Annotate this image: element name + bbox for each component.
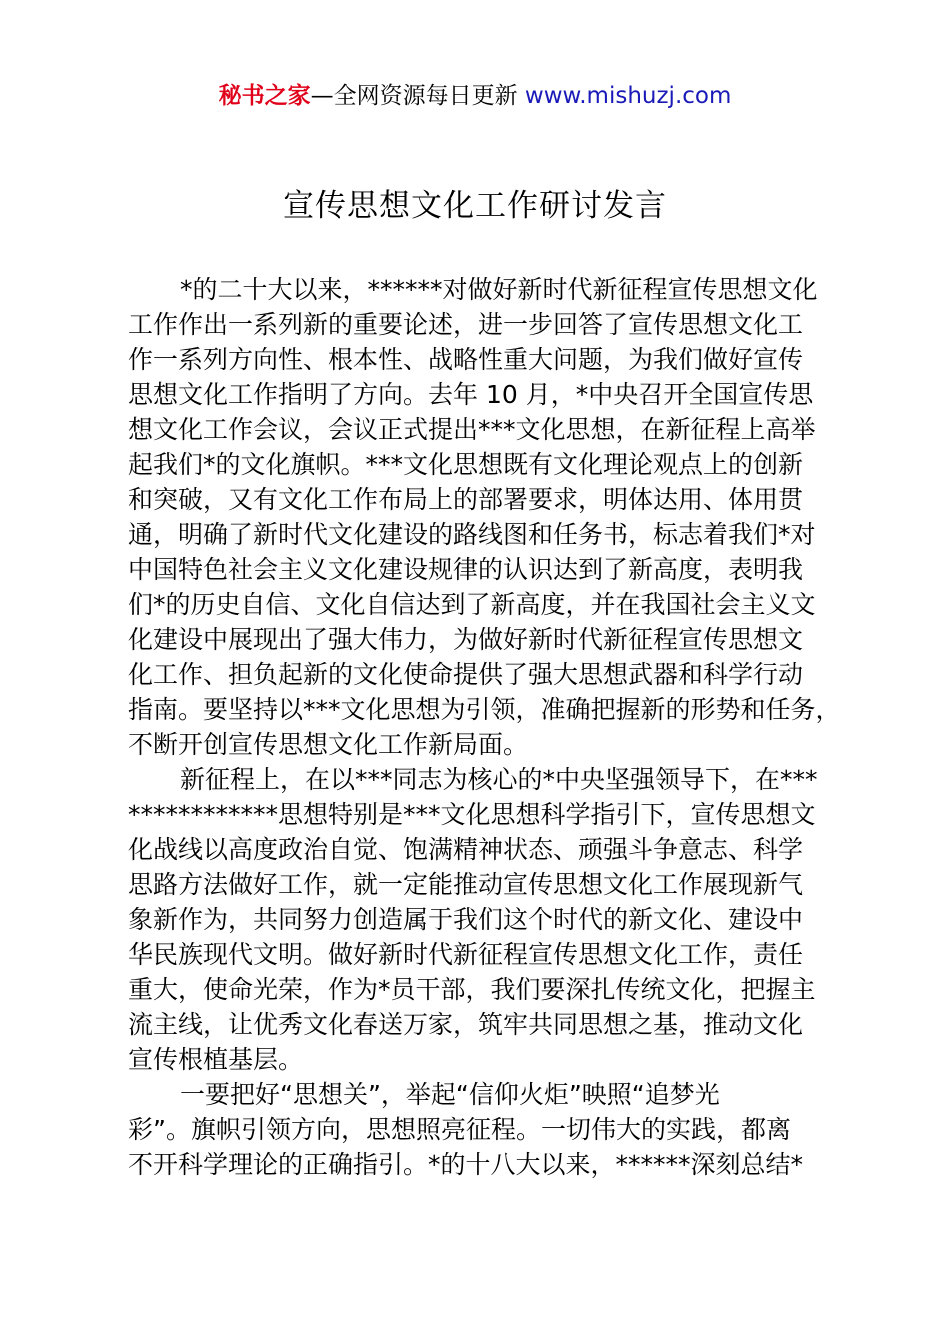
document-body bbox=[128, 272, 856, 1182]
text-line: 通，明确了新时代文化建设的路线图和任务书，标志着我们*对 bbox=[128, 520, 816, 549]
text-line: 化战线以高度政治自觉、饱满精神状态、顽强斗争意志、科学 bbox=[128, 835, 804, 864]
text-line: 不开科学理论的正确指引。*的十八大以来，******深刻总结* bbox=[128, 1150, 804, 1179]
text-line: 化工作、担负起新的文化使命提供了强大思想武器和科学行动 bbox=[128, 660, 804, 689]
text-line: 一要把好“思想关”，举起“信仰火炬”映照“追梦光 bbox=[180, 1080, 720, 1109]
text-line: 宣传根植基层。 bbox=[128, 1045, 304, 1074]
text-line: 们*的历史自信、文化自信达到了新高度，并在我国社会主义文 bbox=[128, 590, 816, 619]
text-line: 化建设中展现出了强大伟力，为做好新时代新征程宣传思想文 bbox=[128, 625, 804, 654]
text-line: 新征程上，在以***同志为核心的*中央坚强领导下，在*** bbox=[180, 765, 818, 794]
site-brand: 秘书之家 bbox=[218, 83, 311, 109]
site-header bbox=[0, 80, 950, 112]
text-line: 工作作出一系列新的重要论述，进一步回答了宣传思想文化工 bbox=[128, 310, 804, 339]
text-line: 和突破，又有文化工作布局上的部署要求，明体达用、体用贯 bbox=[128, 485, 804, 514]
site-url-link[interactable]: www.mishuzj.com bbox=[524, 83, 732, 109]
text-line: 不断开创宣传思想文化工作新局面。 bbox=[128, 730, 529, 759]
text-line: 象新作为，共同努力创造属于我们这个时代的新文化、建设中 bbox=[128, 905, 804, 934]
text-line: 指南。要坚持以***文化思想为引领，准确把握新的形势和任务， bbox=[128, 695, 841, 724]
text-line: ************思想特别是***文化思想科学指引下，宣传思想文 bbox=[128, 800, 816, 829]
paragraph-1 bbox=[128, 272, 856, 762]
site-tagline: —全网资源每日更新 bbox=[310, 83, 525, 109]
text-line: *的二十大以来，******对做好新时代新征程宣传思想文化 bbox=[180, 275, 818, 304]
text-line: 流主线，让优秀文化春送万家，筑牢共同思想之基，推动文化 bbox=[128, 1010, 804, 1039]
text-line: 思路方法做好工作，就一定能推动宣传思想文化工作展现新气 bbox=[128, 870, 804, 899]
text-line: 彩”。旗帜引领方向，思想照亮征程。一切伟大的实践，都离 bbox=[128, 1115, 791, 1144]
text-line: 思想文化工作指明了方向。去年 10 月，*中央召开全国宣传思 bbox=[128, 380, 814, 409]
text-line: 起我们*的文化旗帜。***文化思想既有文化理论观点上的创新 bbox=[128, 450, 804, 479]
paragraph-2 bbox=[128, 762, 856, 1077]
document-title: 宣传思想文化工作研讨发言 bbox=[283, 188, 667, 224]
paragraph-3 bbox=[128, 1077, 856, 1182]
text-line: 中国特色社会主义文化建设规律的认识达到了新高度，表明我 bbox=[128, 555, 804, 584]
text-line: 作一系列方向性、根本性、战略性重大问题，为我们做好宣传 bbox=[128, 345, 804, 374]
text-line: 华民族现代文明。做好新时代新征程宣传思想文化工作，责任 bbox=[128, 940, 804, 969]
text-line: 想文化工作会议，会议正式提出***文化思想，在新征程上高举 bbox=[128, 415, 816, 444]
text-line: 重大，使命光荣，作为*员干部，我们要深扎传统文化，把握主 bbox=[128, 975, 816, 1004]
